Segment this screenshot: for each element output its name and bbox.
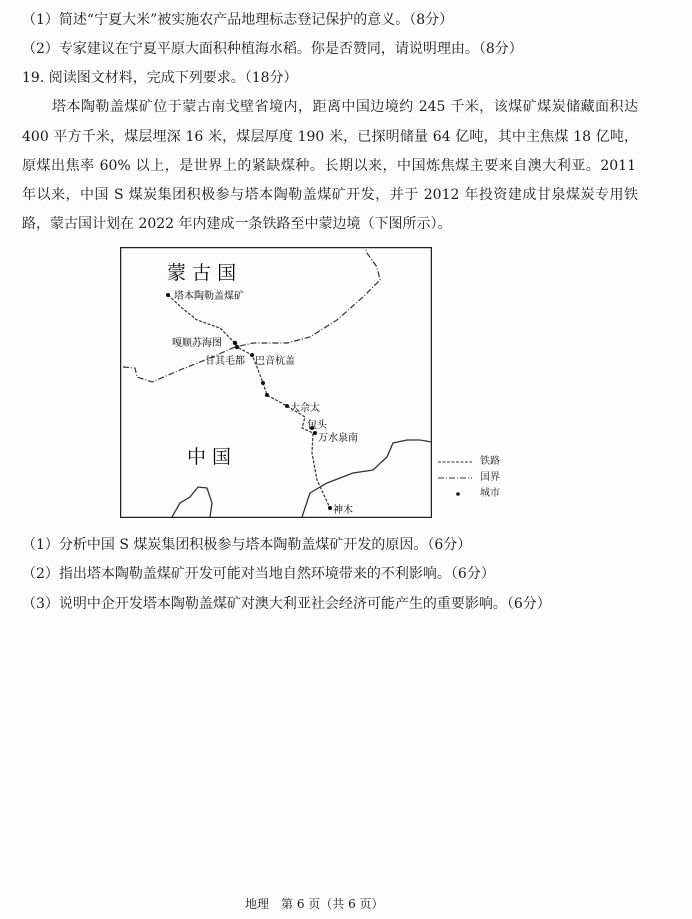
- place-label: 万水泉南: [318, 433, 358, 444]
- q19-paragraph-line: 路，蒙古国计划在 2022 年内建成一条铁路至中蒙边境（下图所示）。: [22, 216, 452, 232]
- place-label: 大佘太: [290, 403, 320, 414]
- q19-sub-2: （2）指出塔本陶勒盖煤矿开发可能对当地自然环境带来的不利影响。（6分）: [22, 566, 495, 582]
- q19-title: 19. 阅读图文材料，完成下列要求。（18分）: [22, 70, 298, 86]
- railway-line: [168, 295, 330, 508]
- place-label: 嘎顺苏海图: [172, 338, 222, 349]
- q19-sub-3: （3）说明中企开发塔本陶勒盖煤矿对澳大利亚社会经济可能产生的重要影响。（6分）: [22, 596, 551, 612]
- country-label-mongolia: 蒙 古 国: [167, 262, 237, 284]
- national-border: [123, 247, 380, 382]
- legend-symbols: [438, 455, 478, 500]
- legend-city-symbol: [456, 492, 460, 496]
- place-label: 塔本陶勒盖煤矿: [174, 291, 244, 302]
- coast-line: [302, 440, 432, 517]
- country-label-china: 中 国: [187, 446, 232, 468]
- legend-label: 铁路: [480, 456, 500, 467]
- q19-paragraph-line: 400 平方千米，煤层埋深 16 米，煤层厚度 190 米，已探明储量 64 亿吨，其中主焦煤 18 亿吨，: [22, 129, 638, 145]
- place-label: 包头: [307, 420, 327, 431]
- legend-label: 城市: [480, 488, 500, 499]
- place-label: 甘其毛都: [205, 356, 245, 367]
- railway-map: [120, 247, 432, 518]
- q19-paragraph-line: 年以来，中国 S 煤炭集团积极参与塔本陶勒盖煤矿开发，并于 2012 年投资建成甘泉煤炭专用铁: [22, 187, 638, 203]
- city-dots: [166, 293, 332, 510]
- q19-paragraph-line: 原煤出焦率 60% 以上，是世界上的紧缺煤种。长期以来，中国炼焦煤主要来自澳大利亚。2011: [22, 158, 636, 174]
- coast-line: [172, 487, 212, 517]
- q19-sub-1: （1）分析中国 S 煤炭集团积极参与塔本陶勒盖煤矿开发的原因。（6分）: [22, 537, 472, 553]
- map-frame: [121, 248, 432, 518]
- q18-sub-1: （1）简述“宁夏大米”被实施农产品地理标志登记保护的意义。（8分）: [22, 12, 454, 28]
- legend-label: 国界: [480, 472, 500, 483]
- place-label: 神木: [333, 505, 353, 516]
- q18-sub-2: （2）专家建议在宁夏平原大面积种植海水稻。你是否赞同，请说明理由。（8分）: [22, 41, 523, 57]
- page-footer: 地理 第 6 页（共 6 页）: [245, 897, 384, 911]
- place-label: 巴音杭盖: [255, 356, 295, 367]
- q19-paragraph-line: 塔本陶勒盖煤矿位于蒙古南戈壁省境内，距离中国边境约 245 千米，该煤矿煤炭储藏面积达: [52, 99, 638, 115]
